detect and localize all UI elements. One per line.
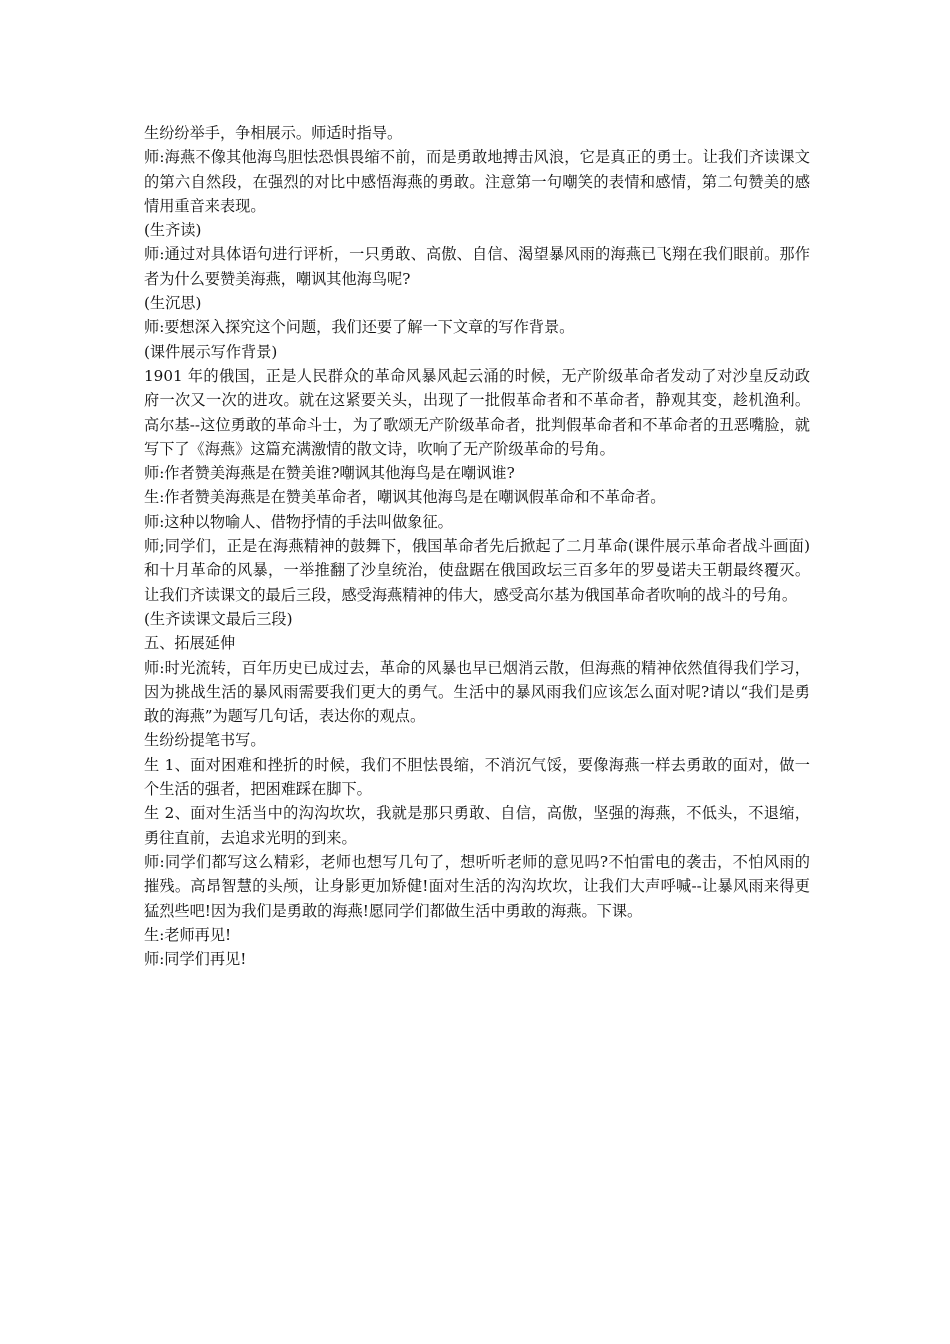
paragraph-10: 生:作者赞美海燕是在赞美革命者，嘲讽其他海鸟是在嘲讽假革命和不革命者。 — [144, 488, 666, 507]
paragraph-1: 生纷纷举手，争相展示。师适时指导。 — [144, 124, 403, 142]
paragraph-17: 生 1、面对困难和挫折的时候，我们不胆怯畏缩，不消沉气馁，要像海燕一样去勇敢的面对，做一个生活的强者，把困难踩在脚下。 — [144, 755, 810, 799]
paragraph-20: 生:老师再见! — [144, 925, 232, 944]
paragraph-5: (生沉思) — [144, 294, 202, 313]
paragraph-2: 师:海燕不像其他海鸟胆怯恐惧畏缩不前，而是勇敢地搏击风浪，它是真正的勇士。让我们齐读课文的第六自然段，在强烈的对比中感悟海燕的勇敢。注意第一句嘲笑的表情和感情，第二句赞美的感情用重音来表现。 — [144, 148, 810, 215]
paragraph-8: 1901 年的俄国，正是人民群众的革命风暴风起云涌的时候，无产阶级革命者发动了对沙皇反动政府一次又一次的进攻。就在这紧要关头，出现了一批假革命者和不革命者，静观其变，趁机渔利。高尔基--这位勇敢的革命斗士，为了歌颂无产阶级革命者，批判假革命者和不革命者的丑恶嘴脸，就写下了《海燕》这篇充满激情的散文诗，吹响了无产阶级革命的号角。 — [144, 366, 810, 458]
section-heading: 五、拓展延伸 — [144, 634, 236, 653]
paragraph-21: 师:同学们再见! — [144, 950, 247, 969]
paragraph-4: 师:通过对具体语句进行评析，一只勇敢、高傲、自信、渴望暴风雨的海燕已飞翔在我们眼前。那作者为什么要赞美海燕，嘲讽其他海鸟呢? — [144, 245, 810, 288]
paragraph-13: (生齐读课文最后三段) — [144, 609, 293, 628]
paragraph-15: 师:时光流转，百年历史已成过去，革命的风暴也早已烟消云散，但海燕的精神依然值得我们学习，因为挑战生活的暴风雨需要我们更大的勇气。生活中的暴风雨我们应该怎么面对呢?请以“我们是勇敢的海燕”为题写几句话，表达你的观点。 — [144, 658, 810, 726]
paragraph-18: 生 2、面对生活当中的沟沟坎坎，我就是那只勇敢、自信，高傲，坚强的海燕，不低头，不退缩，勇往直前，去追求光明的到来。 — [144, 804, 810, 847]
paragraph-9: 师:作者赞美海燕是在赞美谁?嘲讽其他海鸟是在嘲讽谁? — [144, 464, 515, 483]
paragraph-19: 师:同学们都写这么精彩，老师也想写几句了，想听听老师的意见吗?不怕雷电的袭击，不怕风雨的摧残。高昂智慧的头颅，让身影更加矫健!面对生活的沟沟坎坎，让我们大声呼喊--让暴风雨来得更猛烈些吧!因为我们是勇敢的海燕!愿同学们都做生活中勇敢的海燕。下课。 — [144, 852, 810, 920]
paragraph-7: (课件展示写作背景) — [144, 342, 278, 361]
paragraph-11: 师:这种以物喻人、借物抒情的手法叫做象征。 — [144, 512, 453, 531]
paragraph-12: 师;同学们，正是在海燕精神的鼓舞下，俄国革命者先后掀起了二月革命(课件展示革命者战斗画面)和十月革命的风暴，一举推翻了沙皇统治，使盘踞在俄国政坛三百多年的罗曼诺夫王朝最终覆灭。让我们齐读课文的最后三段，感受海燕精神的伟大，感受高尔基为俄国革命者吹响的战斗的号角。 — [144, 537, 810, 604]
paragraph-3: (生齐读) — [144, 221, 202, 240]
paragraph-6: 师:要想深入探究这个问题，我们还要了解一下文章的写作背景。 — [144, 318, 575, 337]
paragraph-16: 生纷纷提笔书写。 — [144, 731, 266, 750]
document-body — [144, 121, 810, 971]
